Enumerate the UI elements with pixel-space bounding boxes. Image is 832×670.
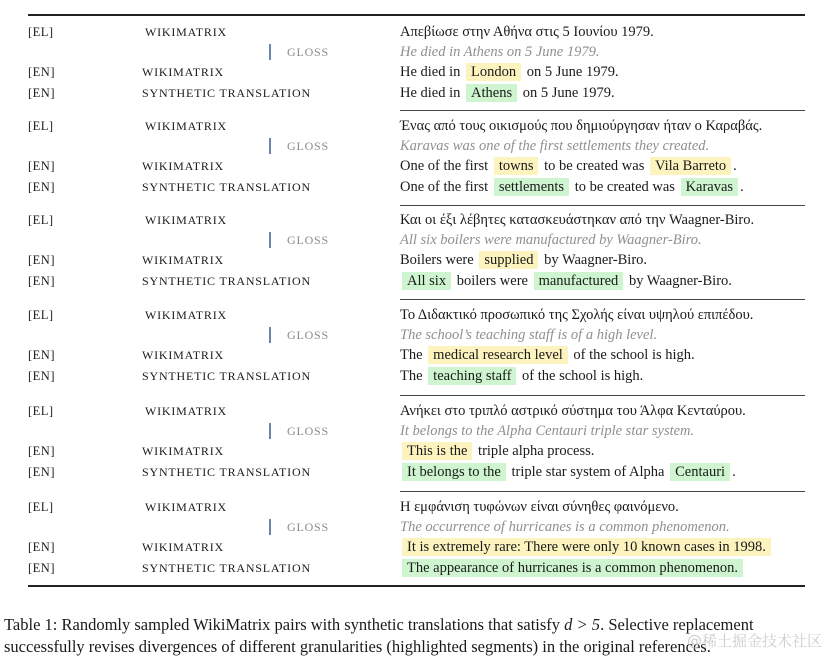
text-segment: . <box>733 158 737 174</box>
greek-source-text: Ένας από τους οικισμούς που δημιούργησαν ήταν ο Καραβάς. <box>400 118 763 134</box>
wm-row <box>28 250 805 270</box>
watermark: @稀土掘金技术社区 <box>686 632 822 650</box>
highlighted-segment: manufactured <box>534 272 624 290</box>
highlighted-segment: teaching staff <box>428 367 516 385</box>
group-separator-rule <box>400 395 805 396</box>
text-segment: One of the first <box>400 179 492 195</box>
synthetic-translation <box>400 271 732 291</box>
language-tag: [EN] <box>28 561 55 575</box>
source-label: WIKIMATRIX <box>145 308 227 322</box>
src-row <box>28 497 805 517</box>
source-label: WIKIMATRIX <box>145 25 227 39</box>
gloss-connector-bar <box>269 232 271 248</box>
language-tag: [EN] <box>28 465 55 479</box>
highlighted-segment: London <box>466 63 521 81</box>
gloss-row <box>28 325 805 345</box>
wikimatrix-translation <box>400 441 594 461</box>
source-label: SYNTHETIC TRANSLATION <box>142 369 311 383</box>
synthetic-translation <box>400 83 615 103</box>
source-label: SYNTHETIC TRANSLATION <box>142 274 311 288</box>
wikimatrix-translation <box>400 345 695 365</box>
english-gloss-text: Karavas was one of the first settlements they created. <box>400 138 710 154</box>
source-label: WIKIMATRIX <box>142 65 224 79</box>
source-label: WIKIMATRIX <box>145 404 227 418</box>
gloss-label-text: GLOSS <box>287 328 330 342</box>
language-tag: [EN] <box>28 86 55 100</box>
src-row <box>28 401 805 421</box>
text-segment: One of the first <box>400 158 492 174</box>
language-tag: [EN] <box>28 253 55 267</box>
greek-source-text: Η εμφάνιση τυφώνων είναι σύνηθες φαινόμενο. <box>400 499 679 515</box>
syn-row <box>28 462 805 482</box>
gloss-label-text: GLOSS <box>287 45 330 59</box>
table-border-rule <box>28 14 805 16</box>
group-separator-rule <box>400 205 805 206</box>
text-segment: on 5 June 1979. <box>523 64 619 80</box>
source-label: WIKIMATRIX <box>142 444 224 458</box>
table-border-rule <box>28 585 805 587</box>
gloss-row <box>28 136 805 156</box>
source-label: WIKIMATRIX <box>145 500 227 514</box>
wikimatrix-translation <box>400 537 773 557</box>
language-tag: [EN] <box>28 159 55 173</box>
source-label: SYNTHETIC TRANSLATION <box>142 180 311 194</box>
highlighted-segment: All six <box>402 272 451 290</box>
synthetic-translation <box>400 366 643 386</box>
source-label: WIKIMATRIX <box>145 119 227 133</box>
text-segment: The <box>400 368 427 384</box>
group-separator-rule <box>400 299 805 300</box>
source-label: WIKIMATRIX <box>142 540 224 554</box>
highlighted-segment: Vila Barreto <box>650 157 731 175</box>
english-gloss-text: The occurrence of hurricanes is a common phenomenon. <box>400 519 730 535</box>
highlighted-segment: Centauri <box>670 463 730 481</box>
source-label: SYNTHETIC TRANSLATION <box>142 465 311 479</box>
text-segment: by Waagner-Biro. <box>625 273 732 289</box>
src-row <box>28 22 805 42</box>
language-tag: [EL] <box>28 213 54 227</box>
source-label: WIKIMATRIX <box>145 213 227 227</box>
wm-row <box>28 156 805 176</box>
caption-text-end: . Selective replacement successfully revises divergences of different granularities (highlighted segments) in the original references. <box>4 615 754 656</box>
text-segment: to be created was <box>540 158 648 174</box>
wm-row <box>28 62 805 82</box>
language-tag: [EN] <box>28 180 55 194</box>
language-tag: [EN] <box>28 274 55 288</box>
syn-row <box>28 366 805 386</box>
source-label: SYNTHETIC TRANSLATION <box>142 561 311 575</box>
language-tag: [EN] <box>28 444 55 458</box>
wm-row <box>28 441 805 461</box>
gloss-connector-bar <box>269 327 271 343</box>
gloss-connector-bar <box>269 519 271 535</box>
text-segment: to be created was <box>571 179 679 195</box>
highlighted-segment: It belongs to the <box>402 463 506 481</box>
wm-row <box>28 345 805 365</box>
english-gloss-text: He died in Athens on 5 June 1979. <box>400 44 600 60</box>
language-tag: [EN] <box>28 540 55 554</box>
group-separator-rule <box>400 110 805 111</box>
gloss-connector-bar <box>269 138 271 154</box>
wikimatrix-translation <box>400 250 647 270</box>
source-label: WIKIMATRIX <box>142 159 224 173</box>
text-segment: of the school is high. <box>569 347 695 363</box>
greek-source-text: Το Διδακτικό προσωπικό της Σχολής είναι υψηλού επιπέδου. <box>400 307 754 323</box>
language-tag: [EN] <box>28 348 55 362</box>
gloss-label-text: GLOSS <box>287 139 330 153</box>
source-label: WIKIMATRIX <box>142 253 224 267</box>
src-row <box>28 210 805 230</box>
caption-math: d > 5 <box>564 615 601 634</box>
synthetic-translation <box>400 462 736 482</box>
source-label: WIKIMATRIX <box>142 348 224 362</box>
wikimatrix-translation <box>400 62 619 82</box>
language-tag: [EN] <box>28 369 55 383</box>
text-segment: He died in <box>400 85 465 101</box>
highlighted-segment: towns <box>494 157 539 175</box>
gloss-connector-bar <box>269 44 271 60</box>
group-separator-rule <box>400 491 805 492</box>
english-gloss-text: All six boilers were manufactured by Waagner-Biro. <box>400 232 702 248</box>
highlighted-segment: Karavas <box>681 178 739 196</box>
text-segment: boilers were <box>453 273 532 289</box>
src-row <box>28 305 805 325</box>
caption-text-start: Table 1: Randomly sampled WikiMatrix pairs with synthetic translations that satisfy <box>4 615 565 634</box>
highlighted-segment: settlements <box>494 178 569 196</box>
text-segment: . <box>740 179 744 195</box>
gloss-label-text: GLOSS <box>287 233 330 247</box>
syn-row <box>28 177 805 197</box>
highlighted-segment: supplied <box>479 251 538 269</box>
synthetic-translation <box>400 177 744 197</box>
syn-row <box>28 83 805 103</box>
highlighted-segment: It is extremely rare: There were only 10 known cases in 1998. <box>402 538 771 556</box>
syn-row <box>28 271 805 291</box>
text-segment: triple star system of Alpha <box>507 464 669 480</box>
src-row <box>28 116 805 136</box>
text-segment: by Waagner-Biro. <box>540 252 648 268</box>
highlighted-segment: medical research level <box>428 346 568 364</box>
gloss-label-text: GLOSS <box>287 424 330 438</box>
highlighted-segment: This is the <box>402 442 472 460</box>
language-tag: [EL] <box>28 500 54 514</box>
text-segment: He died in <box>400 64 465 80</box>
syn-row <box>28 558 805 578</box>
highlighted-segment: The appearance of hurricanes is a common phenomenon. <box>402 559 743 577</box>
english-gloss-text: It belongs to the Alpha Centauri triple star system. <box>400 423 695 439</box>
synthetic-translation <box>400 558 745 578</box>
greek-source-text: Και οι έξι λέβητες κατασκευάστηκαν από την Waagner-Biro. <box>400 212 755 228</box>
gloss-connector-bar <box>269 423 271 439</box>
text-segment: on 5 June 1979. <box>519 85 615 101</box>
source-label: SYNTHETIC TRANSLATION <box>142 86 311 100</box>
text-segment: of the school is high. <box>518 368 644 384</box>
text-segment: The <box>400 347 427 363</box>
text-segment: triple alpha process. <box>474 443 595 459</box>
language-tag: [EL] <box>28 404 54 418</box>
greek-source-text: Ανήκει στο τριπλό αστρικό σύστημα του Άλφα Κενταύρου. <box>400 403 746 419</box>
text-segment: . <box>732 464 736 480</box>
language-tag: [EL] <box>28 119 54 133</box>
english-gloss-text: The school’s teaching staff is of a high level. <box>400 327 658 343</box>
gloss-row <box>28 517 805 537</box>
language-tag: [EN] <box>28 65 55 79</box>
gloss-label-text: GLOSS <box>287 520 330 534</box>
text-segment: Boilers were <box>400 252 478 268</box>
gloss-row <box>28 230 805 250</box>
language-tag: [EL] <box>28 25 54 39</box>
highlighted-segment: Athens <box>466 84 517 102</box>
gloss-row <box>28 421 805 441</box>
greek-source-text: Απεβίωσε στην Αθήνα στις 5 Ιουνίου 1979. <box>400 24 654 40</box>
language-tag: [EL] <box>28 308 54 322</box>
wm-row <box>28 537 805 557</box>
wikimatrix-translation <box>400 156 737 176</box>
gloss-row <box>28 42 805 62</box>
